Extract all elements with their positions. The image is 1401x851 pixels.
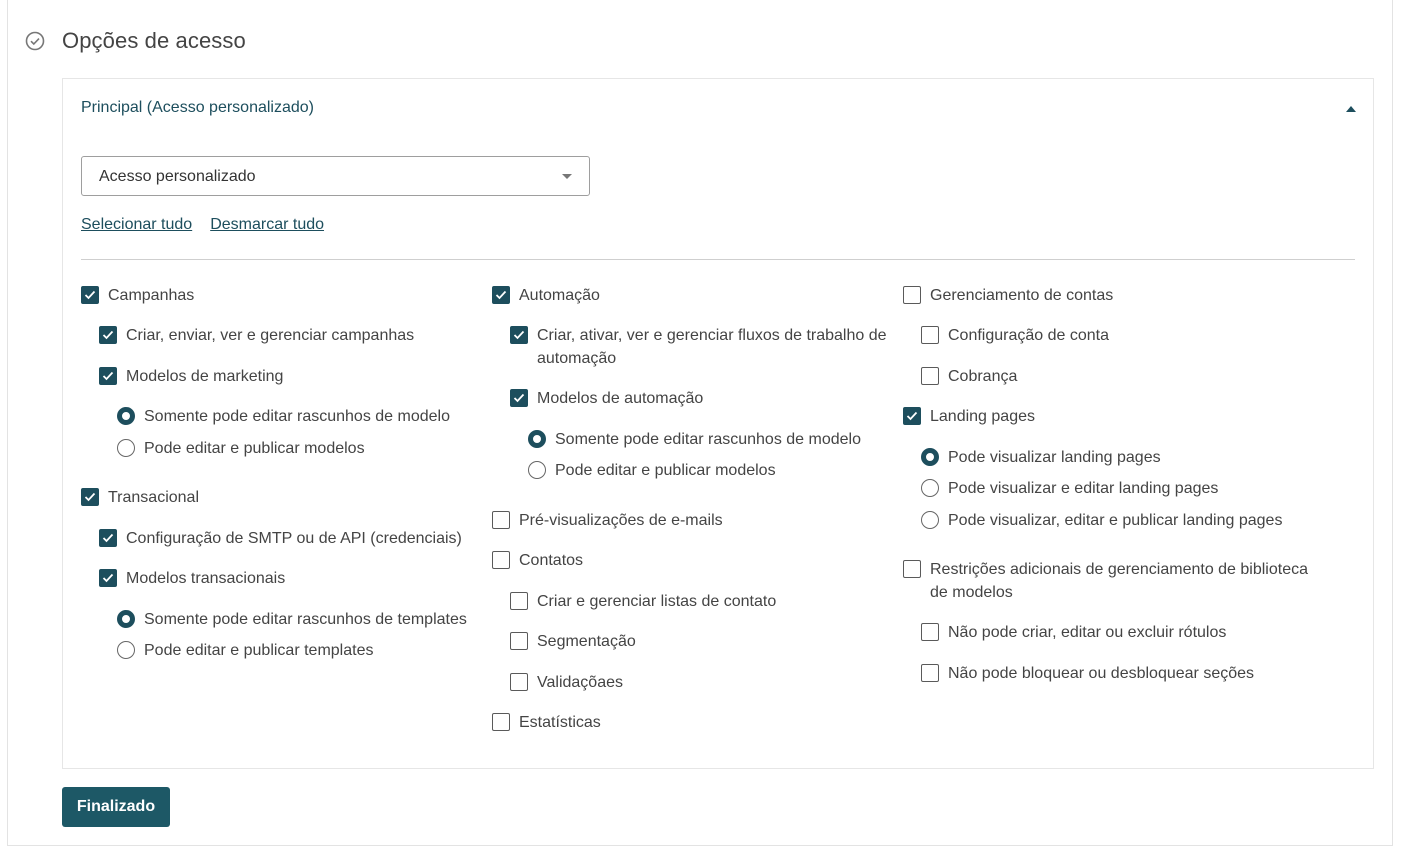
checkbox-segmentacao[interactable] [510,632,528,650]
radio-lp-publicar[interactable] [921,511,939,529]
option-mt-rascunhos [117,608,467,631]
label-fluxos-line2: automação [537,350,617,367]
option-mm-rascunhos [117,405,450,428]
option-ma-rascunhos [528,428,861,451]
label-contatos: Contatos [519,552,584,569]
permission-campanhas [81,284,194,307]
check-circle-icon [24,30,46,52]
checkbox-validacoes[interactable] [510,673,528,691]
label-lp-editar: Pode visualizar e editar landing pages [948,480,1219,497]
label-listas: Criar e gerenciar listas de contato [537,593,777,610]
collapse-button[interactable] [1345,103,1357,115]
option-mm-publicar [117,437,365,460]
label-restricoes-line1: Restrições adicionais de gerenciamento de biblioteca [930,561,1308,578]
label-criar-campanhas: Criar, enviar, ver e gerenciar campanhas [126,327,415,344]
label-ma-rascunhos: Somente pode editar rascunhos de modelo [555,431,861,448]
label-gerenciamento: Gerenciamento de contas [930,287,1114,304]
label-smtp: Configuração de SMTP ou de API (credenciais) [126,530,462,547]
permission-modelos-transacionais [99,567,285,590]
label-mm-rascunhos: Somente pode editar rascunhos de modelo [144,408,450,425]
label-fluxos [537,324,887,370]
label-cobranca: Cobrança [948,368,1018,385]
chevron-up-icon [1346,106,1356,112]
label-restricoes [930,558,1308,604]
permission-previsualizacoes [492,509,723,532]
permission-fluxos [510,324,887,370]
label-configuracao: Configuração de conta [948,327,1109,344]
radio-mt-publicar[interactable] [117,641,135,659]
checkbox-listas[interactable] [510,592,528,610]
label-secoes: Não pode bloquear ou desbloquear seções [948,665,1255,682]
label-estatisticas: Estatísticas [519,714,601,731]
permission-segmentacao [510,630,636,653]
permission-contatos [492,549,583,572]
permission-landing [903,405,1035,428]
checkbox-automacao[interactable] [492,286,510,304]
permission-validacoes [510,671,623,694]
permission-modelos-automacao [510,387,703,410]
permission-configuracao [921,324,1109,347]
option-lp-publicar [921,509,1282,532]
checkbox-estatisticas[interactable] [492,713,510,731]
checkbox-fluxos[interactable] [510,326,528,344]
checkbox-rotulos[interactable] [921,623,939,641]
section-title: Opções de acesso [62,28,246,53]
option-lp-visualizar [921,446,1161,469]
caret-down-icon [562,174,572,179]
bulk-selection-links [81,216,324,234]
permission-secoes [921,662,1254,685]
done-button[interactable]: Finalizado [62,787,170,827]
checkbox-gerenciamento[interactable] [903,286,921,304]
label-fluxos-line1: Criar, ativar, ver e gerenciar fluxos de trabalho de [537,327,887,344]
checkbox-campanhas[interactable] [81,286,99,304]
option-mt-publicar [117,639,373,662]
permission-automacao [492,284,600,307]
permission-modelos-marketing [99,365,283,388]
label-transacional: Transacional [108,489,200,506]
permission-cobranca [921,365,1017,388]
checkbox-criar-campanhas[interactable] [99,326,117,344]
deselect-all-link[interactable]: Desmarcar tudo [210,216,325,233]
permission-smtp [99,527,462,550]
principal-access-card [62,78,1374,769]
radio-ma-publicar[interactable] [528,461,546,479]
label-lp-visualizar: Pode visualizar landing pages [948,449,1161,466]
label-rotulos: Não pode criar, editar ou excluir rótulos [948,624,1227,641]
label-modelos-automacao: Modelos de automação [537,390,704,407]
label-automacao: Automação [519,287,600,304]
label-segmentacao: Segmentação [537,633,636,650]
label-modelos-transacionais: Modelos transacionais [126,570,286,587]
checkbox-transacional[interactable] [81,488,99,506]
label-landing: Landing pages [930,408,1035,425]
label-lp-publicar: Pode visualizar, editar e publicar landing pages [948,512,1283,529]
card-title: Principal (Acesso personalizado) [81,99,314,116]
select-all-link[interactable]: Selecionar tudo [81,216,193,233]
option-ma-publicar [528,459,776,482]
radio-mm-rascunhos[interactable] [117,407,135,425]
radio-lp-editar[interactable] [921,479,939,497]
checkbox-previsualizacoes[interactable] [492,511,510,529]
label-validacoes: Validaçõaes [537,674,623,691]
divider [81,259,1355,260]
checkbox-cobranca[interactable] [921,367,939,385]
select-value: Acesso personalizado [99,168,256,185]
section-header [24,28,246,54]
option-lp-editar [921,477,1218,500]
permission-listas [510,590,776,613]
label-mm-publicar: Pode editar e publicar modelos [144,440,365,457]
label-mt-rascunhos: Somente pode editar rascunhos de templates [144,611,467,628]
checkbox-secoes[interactable] [921,664,939,682]
radio-lp-visualizar[interactable] [921,448,939,466]
radio-mm-publicar[interactable] [117,439,135,457]
checkbox-contatos[interactable] [492,551,510,569]
checkbox-restricoes[interactable] [903,560,921,578]
checkbox-smtp[interactable] [99,529,117,547]
label-campanhas: Campanhas [108,287,195,304]
permission-criar-campanhas [99,324,414,347]
radio-ma-rascunhos[interactable] [528,430,546,448]
label-restricoes-line2: de modelos [930,584,1013,601]
checkbox-landing[interactable] [903,407,921,425]
checkbox-modelos-automacao[interactable] [510,389,528,407]
access-level-select[interactable] [81,156,590,196]
label-modelos-marketing: Modelos de marketing [126,368,284,385]
checkbox-modelos-transacionais[interactable] [99,569,117,587]
permission-estatisticas [492,711,601,734]
permission-restricoes [903,558,1308,604]
radio-mt-rascunhos[interactable] [117,610,135,628]
label-previsualizacoes: Pré-visualizações de e-mails [519,512,723,529]
permission-rotulos [921,621,1226,644]
checkbox-modelos-marketing[interactable] [99,367,117,385]
permission-gerenciamento [903,284,1113,307]
label-mt-publicar: Pode editar e publicar templates [144,642,374,659]
label-ma-publicar: Pode editar e publicar modelos [555,462,776,479]
permission-transacional [81,486,199,509]
checkbox-configuracao[interactable] [921,326,939,344]
